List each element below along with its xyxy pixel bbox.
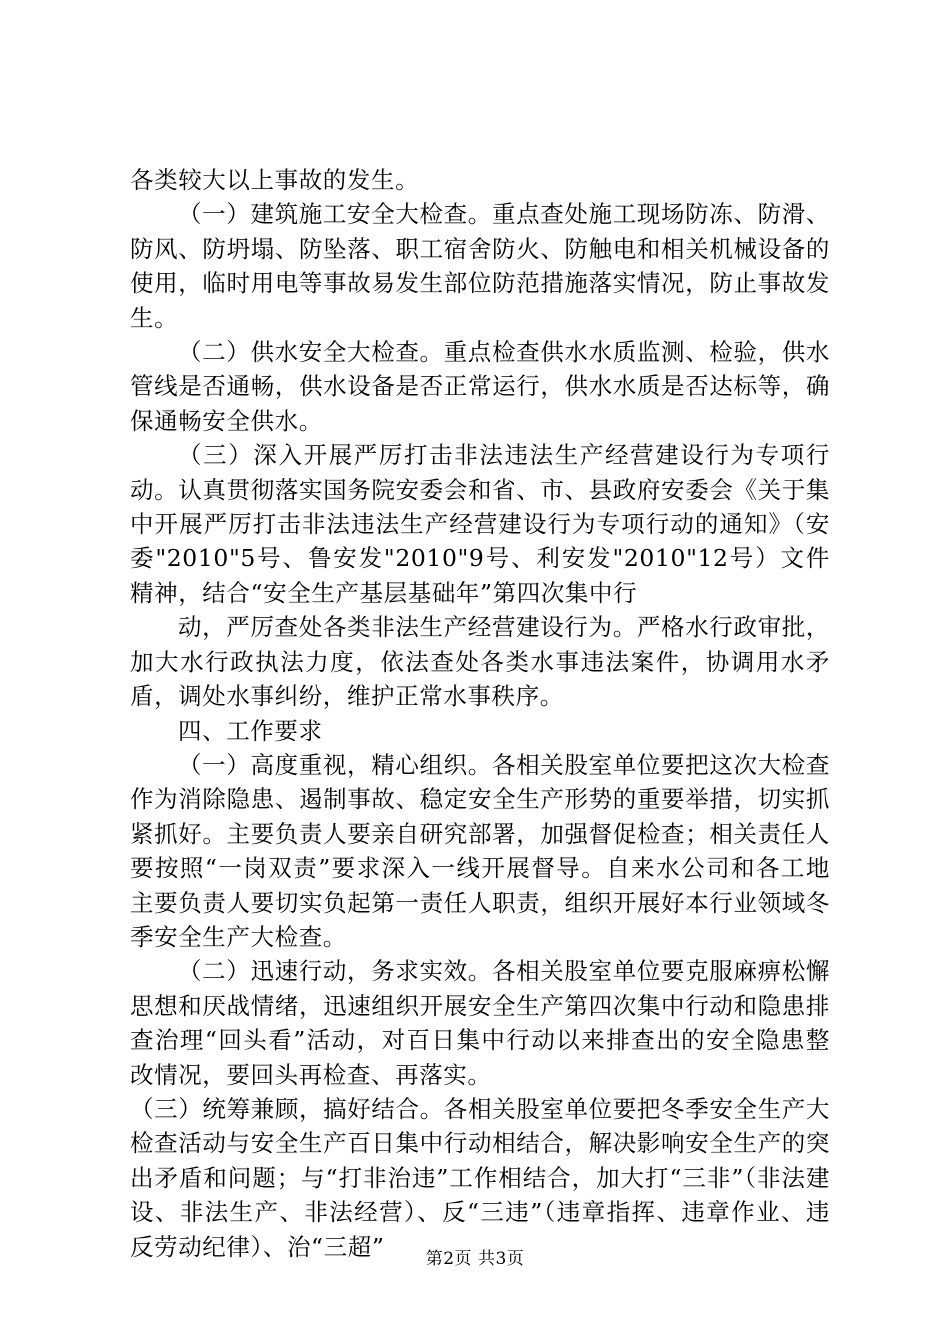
paragraph: （一）高度重视，精心组织。各相关股室单位要把这次大检查作为消除隐患、遏制事故、稳定安全生产形势的重要举措，切实抓紧抓好。主要负责人要亲自研究部署，加强督促检查；相关责任人要按照“一岗双责”要求深入一线开展督导。自来水公司和各工地主要负责人要切实负起第一责任人职责，组织开展好本行业领域冬季安全生产大检查。 [130, 750, 830, 951]
paragraph: （二）供水安全大检查。重点检查供水水质监测、检验，供水管线是否通畅，供水设备是否正常运行，供水水质是否达标等，确保通畅安全供水。 [130, 338, 830, 435]
paragraph: （一）建筑施工安全大检查。重点查处施工现场防冻、防滑、防风、防坍塌、防坠落、职工宿舍防火、防触电和相关机械设备的使用，临时用电等事故易发生部位防范措施落实情况，防止事故发生。 [130, 200, 830, 332]
paragraph: （三）深入开展严厉打击非法违法生产经营建设行为专项行动。认真贯彻落实国务院安委会和省、市、县政府安委会《关于集中开展严厉打击非法违法生产经营建设行为专项行动的通知》（安委"2010"5号、鲁安发"2010"9号、利安发"2010"12号）文件精神，结合“安全生产基层基础年”第四次集中行 [130, 441, 830, 607]
body-text [130, 163, 830, 1264]
section-heading: 四、工作要求 [178, 716, 323, 745]
paragraph: 各类较大以上事故的发生。 [130, 166, 420, 194]
paragraph: （三）统筹兼顾，搞好结合。各相关股室单位要把冬季安全生产大检查活动与安全生产百日集中行动相结合，解决影响安全生产的突出矛盾和问题；与“打非治违”工作相结合，加大打“三非”（非法建设、非法生产、非法经营）、反“三违”（违章指挥、违章作业、违反劳动纪律）、治“三超” [130, 1094, 830, 1261]
paragraph: （二）迅速行动，务求实效。各相关股室单位要克服麻痹松懈思想和厌战情绪，迅速组织开展安全生产第四次集中行动和隐患排查治理“回头看”活动，对百日集中行动以来排查出的安全隐患整改情况，要回头再检查、再落实。 [130, 957, 830, 1089]
paragraph: 动，严厉查处各类非法生产经营建设行为。严格水行政审批，加大水行政执法力度，依法查处各类水事违法案件，协调用水矛盾，调处水事纠纷，维护正常水事秩序。 [130, 613, 830, 711]
page-number-footer: 第2页 共3页 [425, 1249, 525, 1269]
